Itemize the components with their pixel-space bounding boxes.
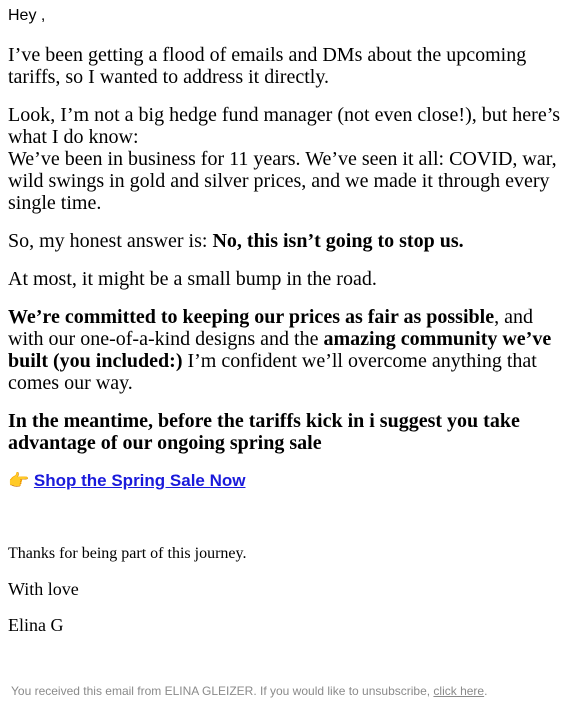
unsubscribe-link[interactable]: click here xyxy=(433,684,485,698)
sale-bold: In the meantime, before the tariffs kick in i suggest you take advantage of our ongoing spring sale xyxy=(8,410,520,454)
closing-text: With love xyxy=(8,579,79,599)
greeting: Hey , xyxy=(8,7,46,24)
pointing-hand-icon: 👉 xyxy=(8,471,30,490)
email-body xyxy=(8,6,568,651)
commitment-text-1: , and with our one-of-a-kind designs and the xyxy=(8,306,533,350)
footer xyxy=(11,684,487,698)
answer-prefix: So, my honest answer is: xyxy=(8,230,213,252)
paragraph-background-line1: Look, I’m not a big hedge fund manager (not even close!), but here’s what I do know: xyxy=(8,104,561,148)
shop-spring-sale-link[interactable]: Shop the Spring Sale Now xyxy=(33,471,246,490)
footer-text: You received this email from ELINA GLEIZER. If you would like to unsubscribe, xyxy=(11,684,434,698)
answer-bold: No, this isn’t going to stop us. xyxy=(212,230,464,252)
paragraph-background-line2: We’ve been in business for 11 years. We’ve seen it all: COVID, war, wild swings in gold and silver prices, and we made it through every single time. xyxy=(8,148,557,214)
commitment-bold-1: We’re committed to keeping our prices as fair as possible xyxy=(8,306,495,328)
thanks-text: Thanks for being part of this journey. xyxy=(8,545,247,562)
signature: Elina G xyxy=(8,615,64,635)
commitment-text-2: I’m confident we’ll overcome anything that comes our way. xyxy=(8,350,537,394)
paragraph-answer xyxy=(8,230,568,252)
paragraph-commitment xyxy=(8,306,568,394)
cta-line xyxy=(8,470,568,492)
paragraph-bump: At most, it might be a small bump in the road. xyxy=(8,268,377,290)
paragraph-sale xyxy=(8,410,568,454)
paragraph-intro: I’ve been getting a flood of emails and DMs about the upcoming tariffs, so I wanted to address it directly. xyxy=(8,44,527,88)
paragraph-background xyxy=(8,104,568,214)
commitment-bold-2: amazing community we’ve built (you included:) xyxy=(8,328,552,372)
footer-end: . xyxy=(484,684,488,698)
